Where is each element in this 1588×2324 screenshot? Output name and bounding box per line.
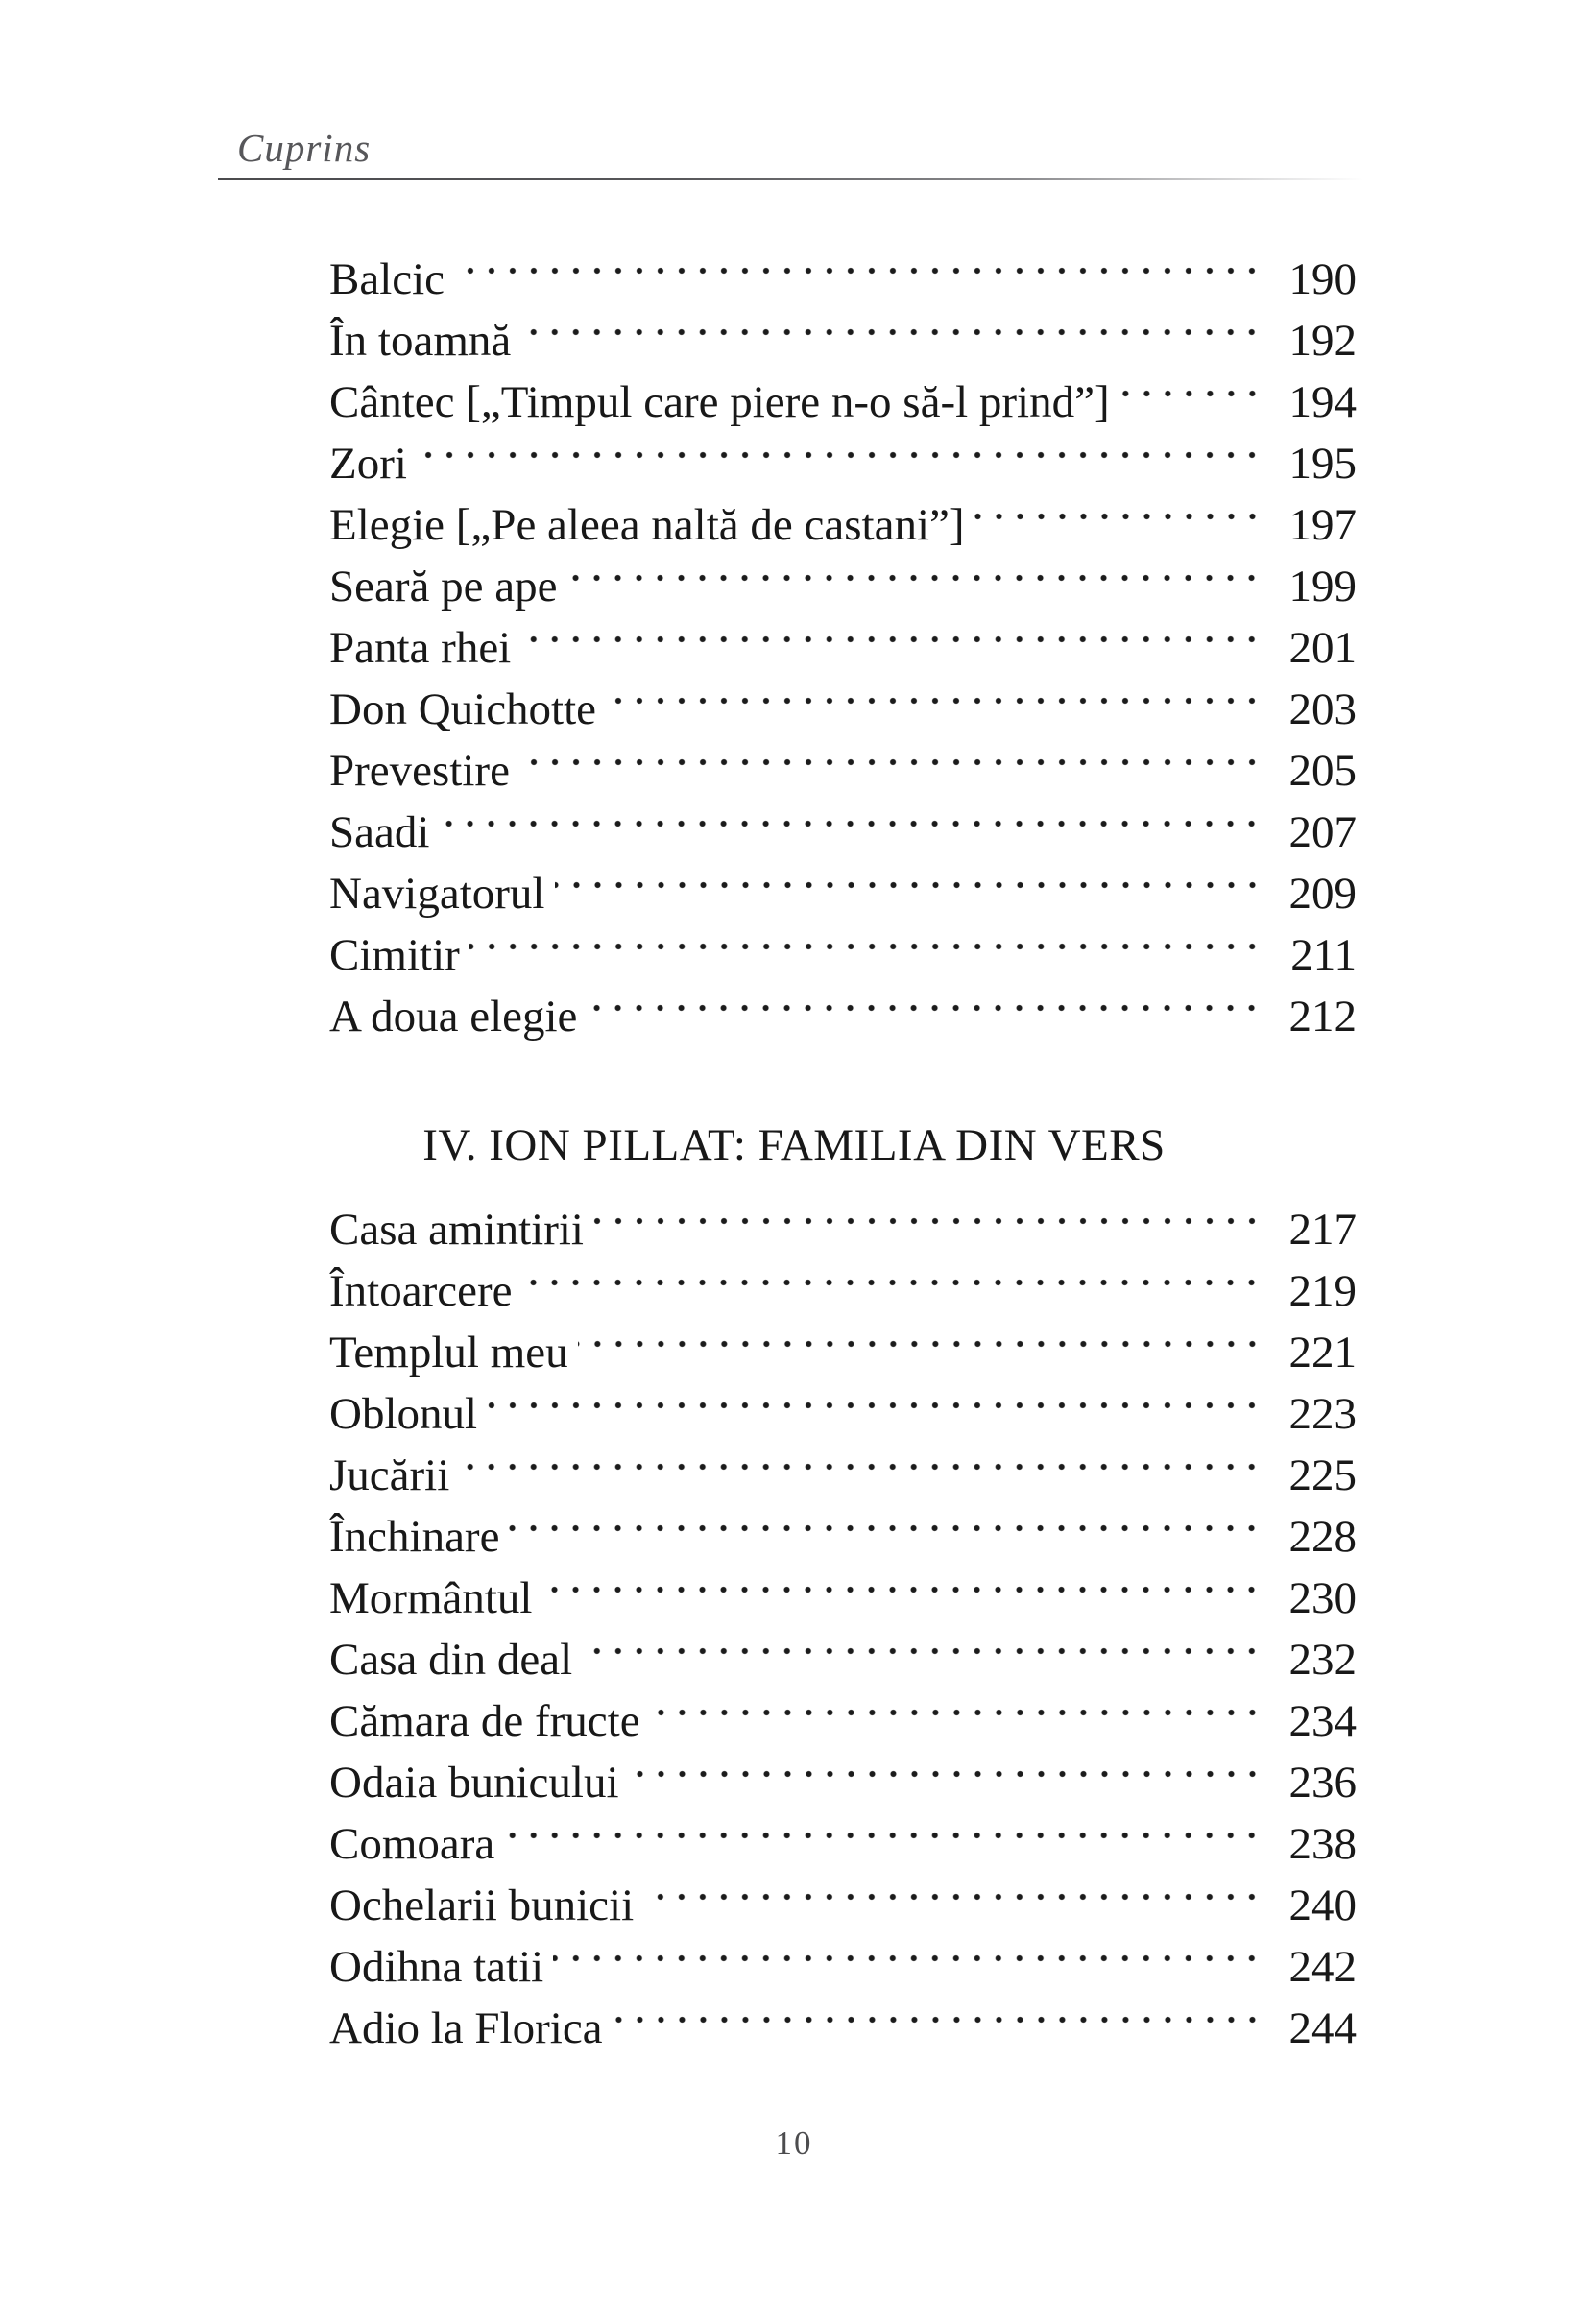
- toc-entry-title: Casa amintirii: [329, 1205, 584, 1255]
- toc-entry-page: 242: [1288, 1942, 1357, 1992]
- toc-entry-title: Zori: [329, 439, 407, 489]
- toc-dot-leader: [587, 986, 1264, 1047]
- toc-entry-page: 203: [1288, 684, 1357, 734]
- toc-entry-title: Jucării: [329, 1450, 450, 1500]
- toc-entry-page: 244: [1288, 2003, 1357, 2053]
- toc-entry-page: 207: [1288, 807, 1357, 857]
- toc-entry-title: Odihna tatii: [329, 1942, 544, 1992]
- toc-entry: [329, 1813, 1357, 1875]
- toc-entry-title: Panta rhei: [329, 623, 512, 673]
- toc-entry-page: 223: [1288, 1389, 1357, 1439]
- toc-entry: [329, 1445, 1357, 1506]
- toc-entry-page: 201: [1288, 623, 1357, 673]
- toc-entry: [329, 924, 1357, 986]
- toc-entry-title: Cimitir: [329, 930, 460, 980]
- toc-entry-title: Casa din deal: [329, 1635, 573, 1685]
- toc-entry-title: Închinare: [329, 1512, 500, 1562]
- header-rule: [218, 178, 1363, 180]
- toc-dot-leader: [613, 1998, 1264, 2059]
- toc-dot-leader: [593, 1199, 1264, 1260]
- toc-entry-title: Întoarcere: [329, 1266, 513, 1316]
- toc-entry: [329, 1322, 1357, 1383]
- toc-entry-title: Comoara: [329, 1819, 495, 1869]
- toc-dot-leader: [487, 1383, 1264, 1445]
- toc-entry-title: Navigatorul: [329, 869, 545, 919]
- toc-dot-leader: [553, 1936, 1264, 1998]
- toc-dot-leader: [606, 679, 1264, 740]
- toc-entry: [329, 556, 1357, 617]
- toc-dot-leader: [520, 617, 1264, 679]
- toc-dot-leader: [582, 1629, 1264, 1690]
- toc-entry: [329, 1383, 1357, 1445]
- running-header: [218, 125, 1363, 180]
- toc-entry-page: 211: [1290, 930, 1357, 980]
- toc-entry-page: 234: [1288, 1696, 1357, 1746]
- toc-entry: [329, 1936, 1357, 1998]
- toc-entry-page: 190: [1288, 254, 1357, 304]
- toc-entry-title: Elegie [„Pe aleea naltă de castani”]: [329, 500, 965, 550]
- toc-entry-page: 240: [1288, 1881, 1357, 1930]
- toc-entry: [329, 1506, 1357, 1568]
- toc-entry-title: Prevestire: [329, 746, 510, 796]
- page-number: 10: [775, 2124, 813, 2162]
- toc-entry: [329, 1568, 1357, 1629]
- toc-entry-page: 194: [1288, 377, 1357, 427]
- toc-dot-leader: [578, 1322, 1264, 1383]
- toc-entry-title: Oblonul: [329, 1389, 478, 1439]
- toc-entry: [329, 617, 1357, 679]
- toc-entry-page: 228: [1288, 1512, 1357, 1562]
- toc-dot-leader: [650, 1690, 1264, 1752]
- toc-entry-title: Ochelarii bunicii: [329, 1881, 635, 1930]
- toc-dot-leader: [629, 1752, 1264, 1813]
- table-of-contents: [329, 249, 1357, 2059]
- toc-entry: [329, 802, 1357, 863]
- toc-entry-title: Adio la Florica: [329, 2003, 603, 2053]
- toc-entry-page: 225: [1288, 1450, 1357, 1500]
- toc-entry-page: 230: [1288, 1573, 1357, 1623]
- toc-entry-title: Seară pe ape: [329, 562, 558, 611]
- toc-entry-page: 221: [1288, 1328, 1357, 1378]
- toc-entry-title: Cântec [„Timpul care piere n-o să-l prind”]: [329, 377, 1110, 427]
- toc-dot-leader: [521, 1260, 1264, 1322]
- toc-entry-title: A doua elegie: [329, 992, 578, 1042]
- toc-dot-leader: [459, 1445, 1264, 1506]
- toc-entry-page: 205: [1288, 746, 1357, 796]
- toc-entry: [329, 494, 1357, 556]
- section-heading: IV. ION PILLAT: FAMILIA DIN VERS: [422, 1120, 1166, 1170]
- toc-dot-leader: [1119, 371, 1264, 433]
- toc-entry-title: Mormântul: [329, 1573, 533, 1623]
- toc-entry-page: 195: [1288, 439, 1357, 489]
- toc-entry: [329, 1875, 1357, 1936]
- toc-entry: [329, 1199, 1357, 1260]
- toc-dot-leader: [519, 740, 1264, 802]
- toc-entry-page: 197: [1288, 500, 1357, 550]
- running-header-title: Cuprins: [237, 126, 372, 170]
- toc-entry: [329, 986, 1357, 1047]
- toc-entry-page: 217: [1288, 1205, 1357, 1255]
- toc-entry: [329, 1629, 1357, 1690]
- toc-entry: [329, 371, 1357, 433]
- toc-entry: [329, 249, 1357, 310]
- toc-list-continued: [329, 249, 1357, 1047]
- toc-dot-leader: [417, 433, 1264, 494]
- toc-entry-title: Odaia bunicului: [329, 1758, 619, 1808]
- toc-entry-page: 236: [1288, 1758, 1357, 1808]
- toc-entry-page: 212: [1288, 992, 1357, 1042]
- toc-entry: [329, 1260, 1357, 1322]
- toc-entry-page: 219: [1288, 1266, 1357, 1316]
- toc-entry: [329, 740, 1357, 802]
- toc-entry-title: Balcic: [329, 254, 445, 304]
- toc-dot-leader: [555, 863, 1265, 924]
- toc-entry-title: Cămara de fructe: [329, 1696, 640, 1746]
- toc-dot-leader: [504, 1813, 1264, 1875]
- toc-entry-page: 238: [1288, 1819, 1357, 1869]
- toc-dot-leader: [469, 924, 1264, 986]
- toc-entry-title: În toamnă: [329, 316, 512, 366]
- toc-entry-page: 199: [1288, 562, 1357, 611]
- toc-entry: [329, 1998, 1357, 2059]
- toc-entry-title: Don Quichotte: [329, 684, 597, 734]
- toc-dot-leader: [974, 494, 1264, 556]
- toc-dot-leader: [643, 1875, 1264, 1936]
- toc-entry-page: 192: [1288, 316, 1357, 366]
- toc-dot-leader: [520, 310, 1264, 371]
- toc-entry-page: 209: [1288, 869, 1357, 919]
- toc-dot-leader: [509, 1506, 1264, 1568]
- toc-entry: [329, 679, 1357, 740]
- toc-dot-leader: [454, 249, 1264, 310]
- toc-entry: [329, 863, 1357, 924]
- toc-dot-leader: [541, 1568, 1264, 1629]
- toc-entry-title: Templul meu: [329, 1328, 568, 1378]
- toc-entry: [329, 433, 1357, 494]
- toc-dot-leader: [439, 802, 1264, 863]
- page-footer: [0, 2123, 1588, 2164]
- toc-entry-title: Saadi: [329, 807, 430, 857]
- toc-entry: [329, 310, 1357, 371]
- toc-entry: [329, 1690, 1357, 1752]
- toc-dot-leader: [566, 556, 1264, 617]
- toc-entry: [329, 1752, 1357, 1813]
- toc-entry-page: 232: [1288, 1635, 1357, 1685]
- toc-list-section-4: [329, 1199, 1357, 2059]
